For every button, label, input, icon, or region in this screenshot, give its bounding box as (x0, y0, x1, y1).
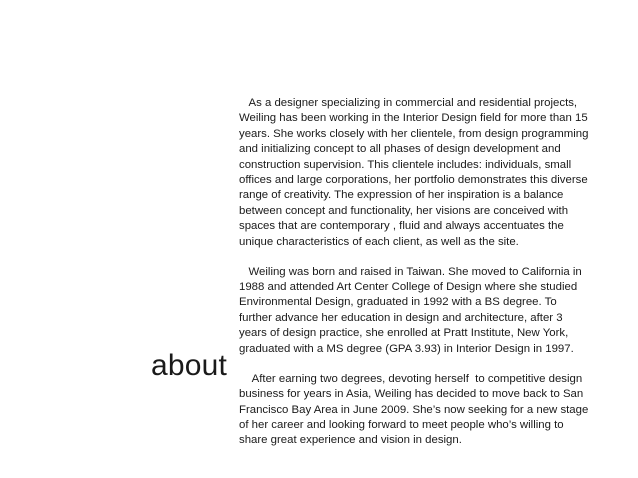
page-title: about (151, 349, 228, 382)
paragraph-career: As a designer specializing in commercial and residential projects, Weiling has been working in the Interior Design field for more than 15 years. She works closely with her clientele, from design programming and initializing concept to all phases of design development and construction supervision. This clientele includes: individuals, small offices and large corporations, her portfolio demonstrates this diverse range of creativity. The expression of her inspiration is a balance between concept and functionality, her visions are conceived with spaces that are contemporary , fluid and always accentuates the unique characteristics of each client, as well as the site. (239, 97, 592, 248)
about-text-block (239, 96, 591, 449)
paragraph-education: Weiling was born and raised in Taiwan. She moved to California in 1988 and attended Art Center College of Design where she studied Environmental Design, graduated in 1992 with a BS degree. To further advance her education in design and architecture, after 3 years of design practice, she enrolled at Pratt Institute, New York, graduated with a MS degree (GPA 3.93) in Interior Design in 1997. (239, 265, 585, 355)
paragraph-current: After earning two degrees, devoting herself to competitive design business for years in Asia, Weiling has decided to move back to San Francisco Bay Area in June 2009. She’s now seeking for a new stage of her career and looking forward to meet people who’s willing to share great experience and vision in design. (239, 372, 592, 447)
